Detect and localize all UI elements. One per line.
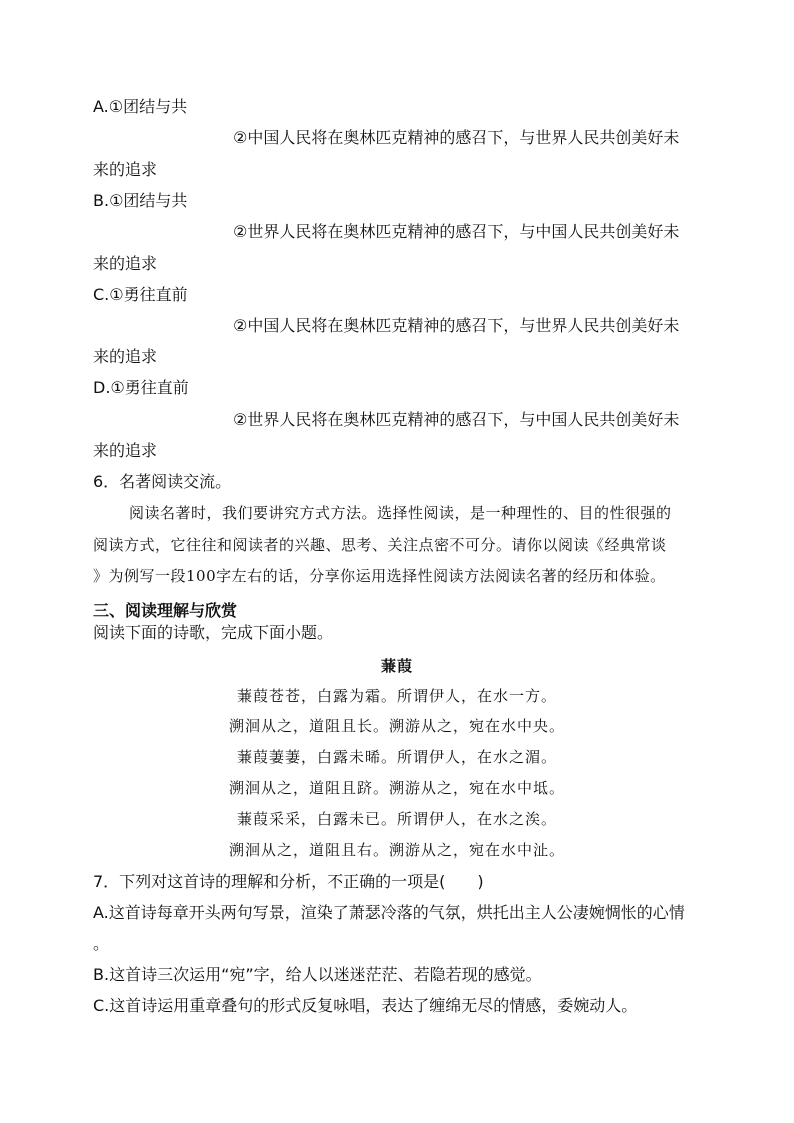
question-6-title: 6．名著阅读交流。 bbox=[93, 472, 232, 491]
poem-line-5: 蒹葭采采，白露未已。所谓伊人，在水之涘。 bbox=[236, 810, 557, 828]
option-c-label: C.①勇往直前 bbox=[93, 285, 188, 304]
poem-line-1: 蒹葭苍苍，白露为霜。所谓伊人，在水一方。 bbox=[236, 687, 557, 705]
section-3-instruction: 阅读下面的诗歌，完成下面小题。 bbox=[93, 623, 334, 642]
question-6-passage-line-3: 》为例写一段100字左右的话，分享你运用选择性阅读方法阅读名著的经历和体验。 bbox=[93, 567, 666, 585]
poem-line-6: 溯洄从之，道阻且右。溯游从之，宛在水中沚。 bbox=[228, 841, 565, 859]
option-a-text: ②中国人民将在奥林匹克精神的感召下，与世界人民共创美好未 bbox=[233, 128, 680, 147]
option-a-label: A.①团结与共 bbox=[93, 97, 188, 116]
option-b-label: B.①团结与共 bbox=[93, 191, 188, 210]
question-7-option-a-cont: 。 bbox=[93, 934, 110, 953]
poem-line-2: 溯洄从之，道阻且长。溯游从之，宛在水中央。 bbox=[228, 717, 565, 735]
question-6-passage-line-1: 阅读名著时，我们要讲究方式方法。选择性阅读，是一种理性的、目的性很强的 bbox=[129, 504, 672, 522]
option-a-text-cont: 来的追求 bbox=[93, 160, 158, 179]
poem-line-3: 蒹葭萋萋，白露未晞。所谓伊人，在水之湄。 bbox=[236, 748, 557, 766]
option-c-text: ②中国人民将在奥林匹克精神的感召下，与世界人民共创美好未 bbox=[233, 316, 680, 335]
section-3-title: 三、阅读理解与欣赏 bbox=[93, 601, 238, 620]
question-7-option-b: B.这首诗三次运用“宛”字，给人以迷迷茫茫、若隐若现的感觉。 bbox=[93, 965, 542, 984]
question-7-title: 7．下列对这首诗的理解和分析，不正确的一项是( ) bbox=[93, 872, 484, 891]
question-7-option-a: A.这首诗每章开头两句写景，渲染了萧瑟冷落的气氛，烘托出主人公凄婉惆怅的心情 bbox=[93, 903, 685, 922]
question-7-option-c: C.这首诗运用重章叠句的形式反复咏唱，表达了缠绵无尽的情感，委婉动人。 bbox=[93, 996, 638, 1015]
poem-title: 蒹葭 bbox=[380, 657, 413, 675]
option-d-text: ②世界人民将在奥林匹克精神的感召下，与中国人民共创美好未 bbox=[233, 410, 680, 429]
poem-line-4: 溯洄从之，道阻且跻。溯游从之，宛在水中坻。 bbox=[228, 779, 565, 797]
option-d-label: D.①勇往直前 bbox=[93, 378, 189, 397]
option-c-text-cont: 来的追求 bbox=[93, 347, 158, 366]
option-b-text: ②世界人民将在奥林匹克精神的感召下，与中国人民共创美好未 bbox=[233, 222, 680, 241]
option-b-text-cont: 来的追求 bbox=[93, 254, 158, 273]
option-d-text-cont: 来的追求 bbox=[93, 441, 158, 460]
question-6-passage-line-2: 阅读方式，它往往和阅读者的兴趣、思考、关注点密不可分。请你以阅读《经典常谈 bbox=[93, 536, 667, 554]
